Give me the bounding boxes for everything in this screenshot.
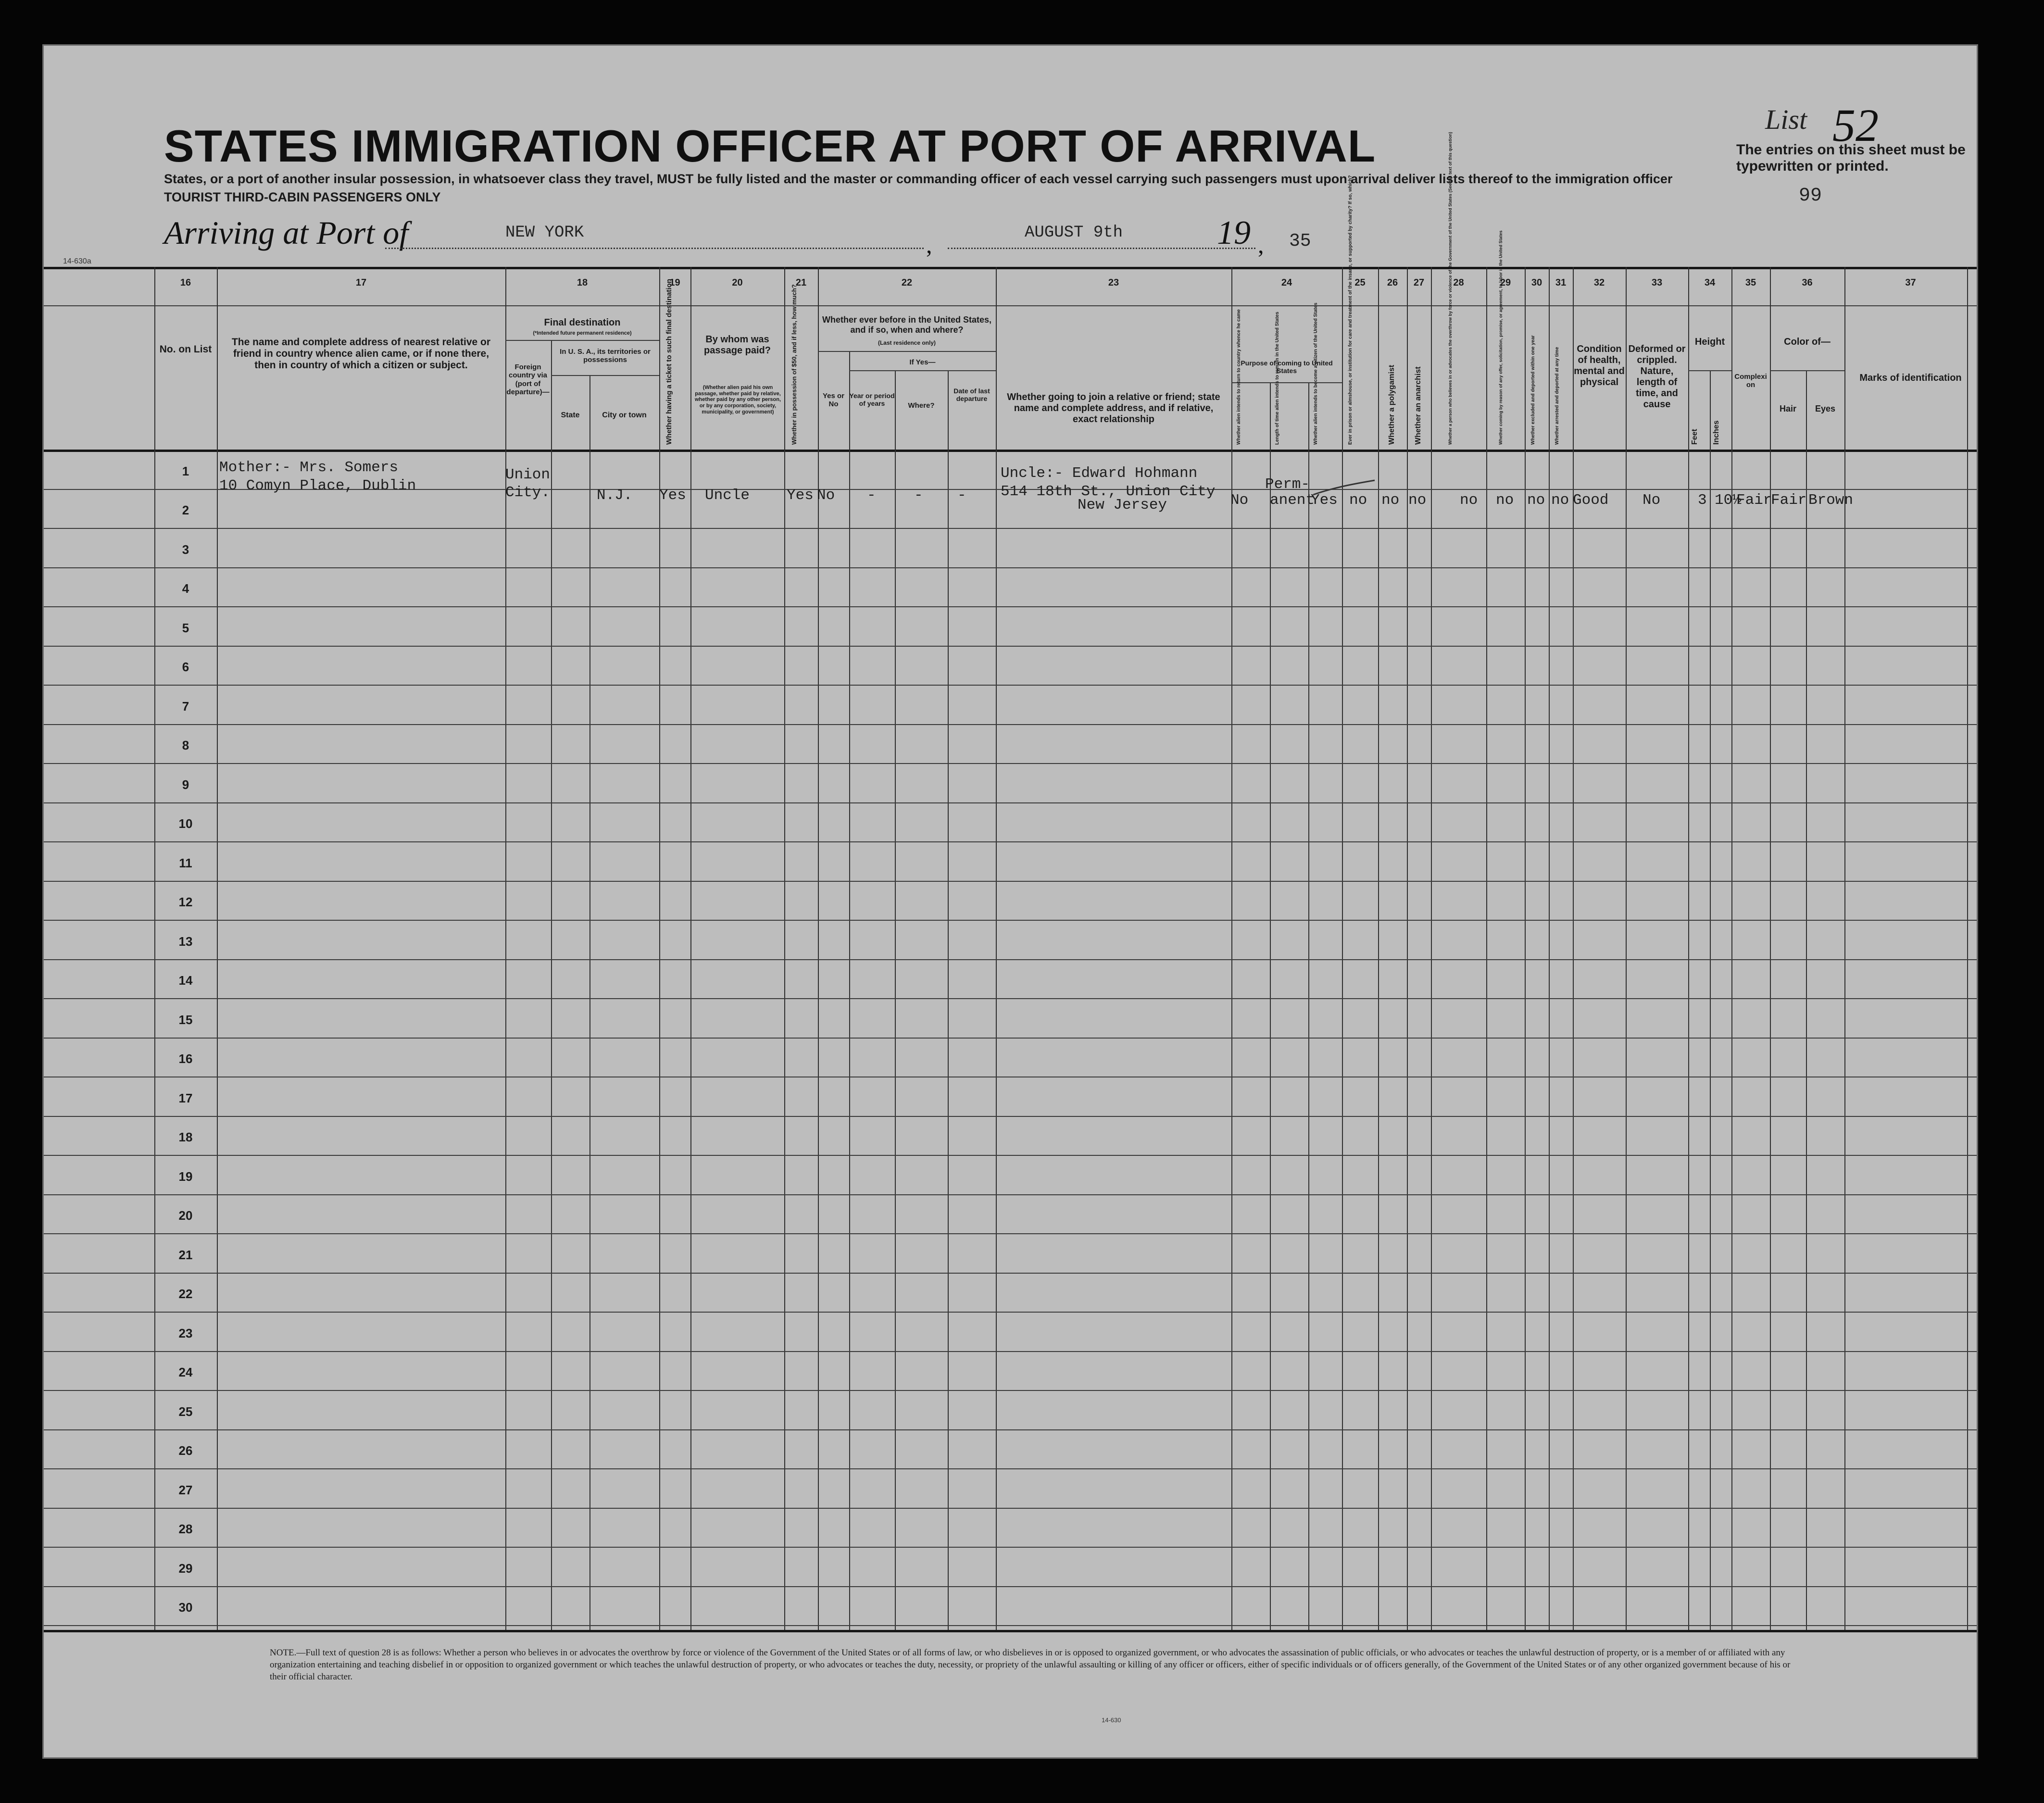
entry-anarchist: no [1408, 492, 1427, 509]
header-money: Whether in possession of $50, and if less, how much? [790, 284, 798, 445]
row-rule [44, 763, 1977, 764]
row-rule [44, 1233, 1977, 1234]
entry-overthrow: no [1460, 492, 1478, 509]
row-number: 11 [179, 855, 192, 870]
column-rule [217, 267, 218, 1630]
row-rule [44, 1390, 1977, 1391]
header-height: Height [1694, 337, 1725, 347]
col-num-32: 32 [1593, 277, 1605, 288]
column-rule [1270, 382, 1271, 1630]
entry-prison: no [1349, 492, 1367, 509]
column-rule [849, 351, 850, 1630]
entry-length-line2: anent [1270, 492, 1315, 509]
entry-return-country: No [1230, 492, 1249, 509]
row-rule [44, 1194, 1977, 1195]
row-rule [44, 959, 1977, 960]
entry-join-state: New Jersey [1078, 497, 1167, 513]
row-number: 26 [178, 1443, 193, 1458]
row-number: 23 [178, 1326, 193, 1340]
header-purpose: Purpose of coming to United States [1241, 359, 1333, 375]
row-number: 3 [182, 542, 189, 557]
form-code: 14-630a [63, 257, 91, 265]
entry-state-line2: City. [505, 484, 551, 501]
col-num-37: 37 [1905, 277, 1916, 288]
column-rule [1573, 267, 1574, 1630]
column-rule [996, 267, 997, 1630]
port-value: NEW YORK [505, 224, 584, 242]
header-deported: Whether arrested and deported at any time [1555, 347, 1560, 445]
column-rule [659, 267, 660, 1630]
col-num-31: 31 [1555, 277, 1567, 288]
col-num-33: 33 [1651, 277, 1663, 288]
col-num-30: 30 [1531, 277, 1542, 288]
row-number: 25 [178, 1404, 193, 1419]
row-number: 4 [182, 581, 189, 596]
row-number: 12 [178, 895, 193, 909]
row-number: 28 [178, 1522, 193, 1536]
header-hair: Hair [1779, 404, 1796, 413]
row-rule [44, 1038, 1977, 1039]
manifest-sheet: STATES IMMIGRATION OFFICER AT PORT OF ARRIVAL States, or a port of another insular possession, in whatsoever class they travel, MUST be fully listed and the master or commanding officer of each vessel carrying such passengers must upon arrival deliver lists thereof to the immigration officer TOURIST THIRD-CABIN PASSENGERS ONLY List 52 The entries on this sheet must be typewritten or printed. 99 Arriving at Port of NEW YORK , AUGUST 9th , 19 35 14-630a 16 17 18 19 20 21 22 23 24 25 26 27 28 29 30 31 32 33 34 35 36 37 No. on List The name and complete address of nearest relative or friend in country whence alien came, or if none there, then in country of which a citizen or subject. Final destination (*Intended future permanent residence) Foreign country via (port of departure)— In U. S. A., its territories or possessions State City or town Whether having a ticket to such final destination By whom was passage paid? (Whether alien paid his own passage, whether paid by relative, whether paid by any other person, or by any corporation, society, municipality, or government) Whether in possession of $50, and if less, how much? Whether ever before in the United States, and if so, when and where? (Last residence only) Yes or No If Yes— Year or period of years Where? Date of last departure Whether going to join a relative or friend; state name and complete address, and if relative, exact relationship Purpose of coming to United States Whether alien intends to return to country whence he came Length of time alien intends to remain in the United States Whether alien intends to become a citizen of the United States Ever in prison or almshouse, or institution for care and treatment of the insane, or supported by charity? If so, which? Whether a polygamist Whether an anarchist Whether a person who believes in or advocates the overthrow by force or violence of the Government of the United States (See full text of this question) Whether coming by reason of any offer, solicitation, promise, or agreement, to labor in the United States Whether excluded and deported within one year Whether arrested and deported at any time Condition of health, mental and physical Deformed or crippled. Nature, length of time, and cause Height Feet Inches Complexion Color of— Hair Eyes Marks of identification 1 2 3 4 5 6 7 8 9 10 11 12 13 14 15 16 17 18 19 20 21 22 23 24 25 26 27 28 29 30 Mother:- Mrs. Somers 10 Comyn Place, Dublin Union City. N.J. Yes Uncle Yes No - - - Uncle:- Edward Hohmann 514 18th St., Union City New Jersey No Perm- anent Yes no no no no no no no Good No 3 10½ Fair Fair Brown NOTE.—Full text of question 28 is as follows: Whether a person who believes in or advocates the overthrow by force or violence of the Government of the United States or of all forms of law, or who disbelieves in or is opposed to organized government, or who advocates the assassination of public officials, or who advocates or teaches the unlawful destruction of property, or is a member of or affiliated with any organization entertaining and teaching disbelief in or opposition to organized government or which teaches the unlawful destruction of property, or who advocates or teaches the duty, necessity, or propriety of the unlawful assaulting or killing of any officer or officers, either of specific individuals or of officers generally, of the Government of the United States or of any other organized government because of his or their official character. 14-630 [42, 44, 1978, 1759]
entry-length-line1: Perm- [1265, 476, 1310, 493]
row-number: 10 [178, 816, 193, 831]
row-number: 18 [178, 1130, 193, 1144]
row-rule [44, 1429, 1977, 1430]
row-rule [44, 1468, 1977, 1469]
entry-join-address: 514 18th St., Union City [1001, 483, 1216, 500]
col-num-34: 34 [1704, 277, 1716, 288]
column-rule [1431, 267, 1432, 1630]
header-complexion: Complexion [1734, 373, 1767, 389]
row-rule [44, 1351, 1977, 1352]
column-rule [1770, 267, 1771, 1630]
column-rule [551, 340, 552, 1630]
entry-health: Good [1573, 492, 1609, 509]
column-rule [589, 375, 590, 1630]
column-rule [1844, 267, 1845, 1630]
header-before-in-us: Whether ever before in the United States, and if so, when and where? [822, 315, 992, 335]
entry-city: N.J. [597, 487, 633, 504]
column-rule [1710, 370, 1711, 1630]
typewritten-note: The entries on this sheet must be typewritten or printed. [1736, 142, 1966, 174]
date-line [948, 248, 1255, 249]
row-number: 27 [178, 1482, 193, 1497]
row-number: 20 [178, 1208, 193, 1223]
row-rule [44, 841, 1977, 842]
column-rule [895, 370, 896, 1630]
header-anarchist: Whether an anarchist [1414, 366, 1422, 445]
entry-eyes: Brown [1808, 492, 1854, 509]
entry-passage-paid: Uncle [705, 487, 750, 504]
column-rule [1731, 267, 1732, 1630]
page-number: 99 [1799, 185, 1822, 207]
col-num-24: 24 [1281, 277, 1292, 288]
entry-deported: no [1551, 492, 1569, 509]
row-number: 30 [178, 1600, 193, 1615]
column-rule [1806, 370, 1807, 1630]
row-number: 7 [182, 699, 189, 714]
footer-form-code: 14-630 [1102, 1716, 1121, 1724]
row-number: 5 [182, 620, 189, 635]
column-rule [1342, 267, 1343, 1630]
header-bottom-rule [44, 450, 1977, 452]
header-final-destination: Final destination [544, 317, 621, 328]
header-marks: Marks of identification [1859, 373, 1962, 383]
header-excluded: Whether excluded and deported within one year [1530, 335, 1536, 445]
header-join-relative: Whether going to join a relative or friend; state name and complete address, and if relative, exact relationship [1007, 392, 1220, 425]
header-if-yes: If Yes— [909, 358, 936, 366]
row-rule [44, 606, 1977, 607]
row-rule [44, 1625, 1977, 1626]
header-foreign-country: Foreign country via (port of departure)— [506, 363, 550, 396]
entry-last-departure: - [957, 487, 966, 504]
arriving-label: Arriving at Port of [164, 214, 409, 251]
column-rule [1378, 267, 1379, 1630]
list-number: 52 [1832, 100, 1879, 151]
header-no-on-list: No. on List [159, 344, 212, 355]
col-num-20: 20 [732, 277, 743, 288]
header-final-destination-note: (*Intended future permanent residence) [533, 330, 632, 336]
passenger-class-line: TOURIST THIRD-CABIN PASSENGERS ONLY [164, 190, 441, 204]
row-number: 16 [178, 1052, 193, 1066]
row-number: 6 [182, 660, 189, 674]
year-prefix: 19 [1217, 214, 1251, 251]
header-color-of: Color of— [1784, 337, 1831, 347]
row-rule [44, 685, 1977, 686]
header-year-period: Year or period of years [849, 392, 895, 408]
header-health: Condition of health, mental and physical [1574, 344, 1625, 388]
row-number: 14 [178, 973, 193, 988]
column-rule [1486, 267, 1487, 1630]
column-rule [1688, 267, 1689, 1630]
row-rule [44, 567, 1977, 568]
column-rule [1525, 267, 1526, 1630]
entry-join-name: Uncle:- Edward Hohmann [1001, 465, 1198, 482]
instructions-line: States, or a port of another insular possession, in whatsoever class they travel, MUST be fully listed and the master or commanding officer of each vessel carrying such passengers must upon arrival deliver lists thereof to the immigration officer [164, 172, 1673, 186]
row-number: 2 [182, 503, 189, 517]
row-number: 21 [178, 1247, 193, 1262]
entry-excluded: no [1527, 492, 1545, 509]
column-rule [1231, 267, 1232, 1630]
port-line [385, 248, 924, 249]
col-num-16: 16 [180, 277, 191, 288]
col-num-36: 36 [1802, 277, 1813, 288]
header-where: Where? [908, 401, 935, 410]
row-rule [44, 1586, 1977, 1587]
header-in-usa: In U. S. A., its territories or possessions [560, 348, 651, 364]
arrival-date: AUGUST 9th [1025, 224, 1123, 242]
entry-relative-name: Mother:- Mrs. Somers [219, 459, 399, 476]
entry-complexion: Fair [1736, 492, 1772, 509]
row-number: 17 [178, 1090, 193, 1105]
row-number: 13 [178, 934, 193, 949]
header-feet: Feet [1691, 429, 1699, 445]
header-become-citizen: Whether alien intends to become a citizen of the United States [1313, 302, 1318, 445]
header-relative-address: The name and complete address of nearest relative or friend in country whence alien came, or if none there, then in country of which a citizen or subject. [231, 337, 491, 371]
header-eyes: Eyes [1815, 404, 1836, 413]
column-rule [1407, 267, 1408, 1630]
entry-hair: Fair [1771, 492, 1807, 509]
column-rule [1967, 267, 1968, 1630]
header-polygamist: Whether a polygamist [1388, 364, 1396, 445]
col-num-25: 25 [1354, 277, 1366, 288]
header-overthrow: Whether a person who believes in or advocates the overthrow by force or violence of the Government of the United States (See full text of this question) [1448, 132, 1453, 445]
col-num-23: 23 [1108, 277, 1119, 288]
header-state: State [561, 411, 580, 419]
row-number: 24 [178, 1365, 193, 1379]
row-number: 19 [178, 1169, 193, 1184]
row-number: 9 [182, 777, 189, 792]
col-num-17: 17 [355, 277, 367, 288]
col-num-18: 18 [577, 277, 588, 288]
header-last-residence: (Last residence only) [878, 339, 936, 346]
row-rule [44, 920, 1977, 921]
row-rule [44, 724, 1977, 725]
entry-labor: no [1496, 492, 1514, 509]
column-rule [784, 267, 785, 1630]
row-number: 15 [178, 1012, 193, 1027]
row-rule [44, 881, 1977, 882]
entry-money: Yes [787, 487, 814, 504]
entry-polygamist: no [1381, 492, 1400, 509]
row-rule [44, 802, 1977, 803]
header-passage-paid-note: (Whether alien paid his own passage, whether paid by relative, whether paid by any other person, or by any corporation, society, municipality, or government) [694, 385, 781, 415]
row-rule [44, 1155, 1977, 1156]
table-bottom-rule [44, 1630, 1977, 1632]
column-rule [948, 370, 949, 1630]
entry-ticket: Yes [659, 487, 686, 504]
header-deformed: Deformed or crippled. Nature, length of time, and cause [1628, 344, 1686, 410]
row-rule [44, 998, 1977, 999]
row-number: 1 [182, 463, 189, 478]
row-rule [44, 528, 1977, 529]
header-length-stay: Length of time alien intends to remain in the United States [1275, 312, 1280, 445]
row-rule [44, 1312, 1977, 1313]
header-prison: Ever in prison or almshouse, or institution for care and treatment of the insane, or supported by charity? If so, which? [1348, 175, 1353, 445]
entry-inches: 10½ [1715, 492, 1742, 509]
col-num-28: 28 [1453, 277, 1464, 288]
row-rule [44, 1508, 1977, 1509]
header-ticket: Whether having a ticket to such final destination [665, 278, 673, 445]
table-top-rule [44, 267, 1977, 269]
page-title: STATES IMMIGRATION OFFICER AT PORT OF ARRIVAL [164, 121, 1376, 171]
column-rule [690, 267, 691, 1630]
entry-before-in-us: No [817, 487, 835, 504]
col-num-29: 29 [1500, 277, 1511, 288]
col-num-35: 35 [1745, 277, 1756, 288]
row-number: 29 [178, 1561, 193, 1576]
column-rule [818, 267, 819, 1630]
column-rule [1549, 267, 1550, 1630]
pencil-stroke [1313, 478, 1376, 498]
col-num-27: 27 [1413, 277, 1425, 288]
list-label: List [1765, 104, 1807, 135]
column-rule [1626, 267, 1627, 1630]
header-yes-or-no: Yes or No [822, 392, 845, 409]
header-inches: Inches [1712, 420, 1720, 445]
col-num-19: 19 [669, 277, 680, 288]
entry-relative-address: 10 Comyn Place, Dublin [219, 477, 416, 494]
row-rule [44, 646, 1977, 647]
header-passage-paid: By whom was passage paid? [704, 334, 771, 356]
row-number: 8 [182, 738, 189, 752]
entry-state-line1: Union [505, 466, 551, 483]
entry-year-period: - [867, 487, 876, 504]
row-rule [44, 1547, 1977, 1548]
footer-note: NOTE.—Full text of question 28 is as follows: Whether a person who believes in or advocates the overthrow by force or violence of the Government of the United States or of all forms of law, or who disbelieves in or is opposed to organized government, or who advocates the assassination of public officials, or who advocates or teaches the unlawful destruction of property, or is a member of or affiliated with any organization entertaining and teaching disbelief in or opposition to organized government or which teaches the unlawful destruction of property, or who advocates or teaches the duty, necessity, or propriety of the unlawful assaulting or killing of any officer or officers, either of specific individuals or of officers generally, of the Government of the United States or of any other organized government because of his or their official character. [270, 1648, 1791, 1682]
row-number: 22 [178, 1287, 193, 1301]
row-rule [44, 1116, 1977, 1117]
column-rule [1308, 382, 1309, 1630]
entry-feet: 3 [1698, 492, 1707, 509]
entry-where: - [914, 487, 923, 504]
header-city: City or town [602, 411, 647, 419]
col-num-22: 22 [901, 277, 913, 288]
year-suffix: 35 [1289, 231, 1311, 251]
entry-deformed: No [1643, 492, 1661, 509]
header-rule [44, 305, 1977, 306]
entry-become-citizen: Yes [1311, 492, 1338, 509]
col-num-21: 21 [795, 277, 807, 288]
row-rule [44, 1273, 1977, 1274]
col-num-26: 26 [1387, 277, 1398, 288]
header-labor-offer: Whether coming by reason of any offer, solicitation, promise, or agreement, to labor in the United States [1498, 230, 1503, 445]
header-last-departure: Date of last departure [953, 387, 990, 403]
header-return-country: Whether alien intends to return to country whence he came [1236, 309, 1241, 445]
